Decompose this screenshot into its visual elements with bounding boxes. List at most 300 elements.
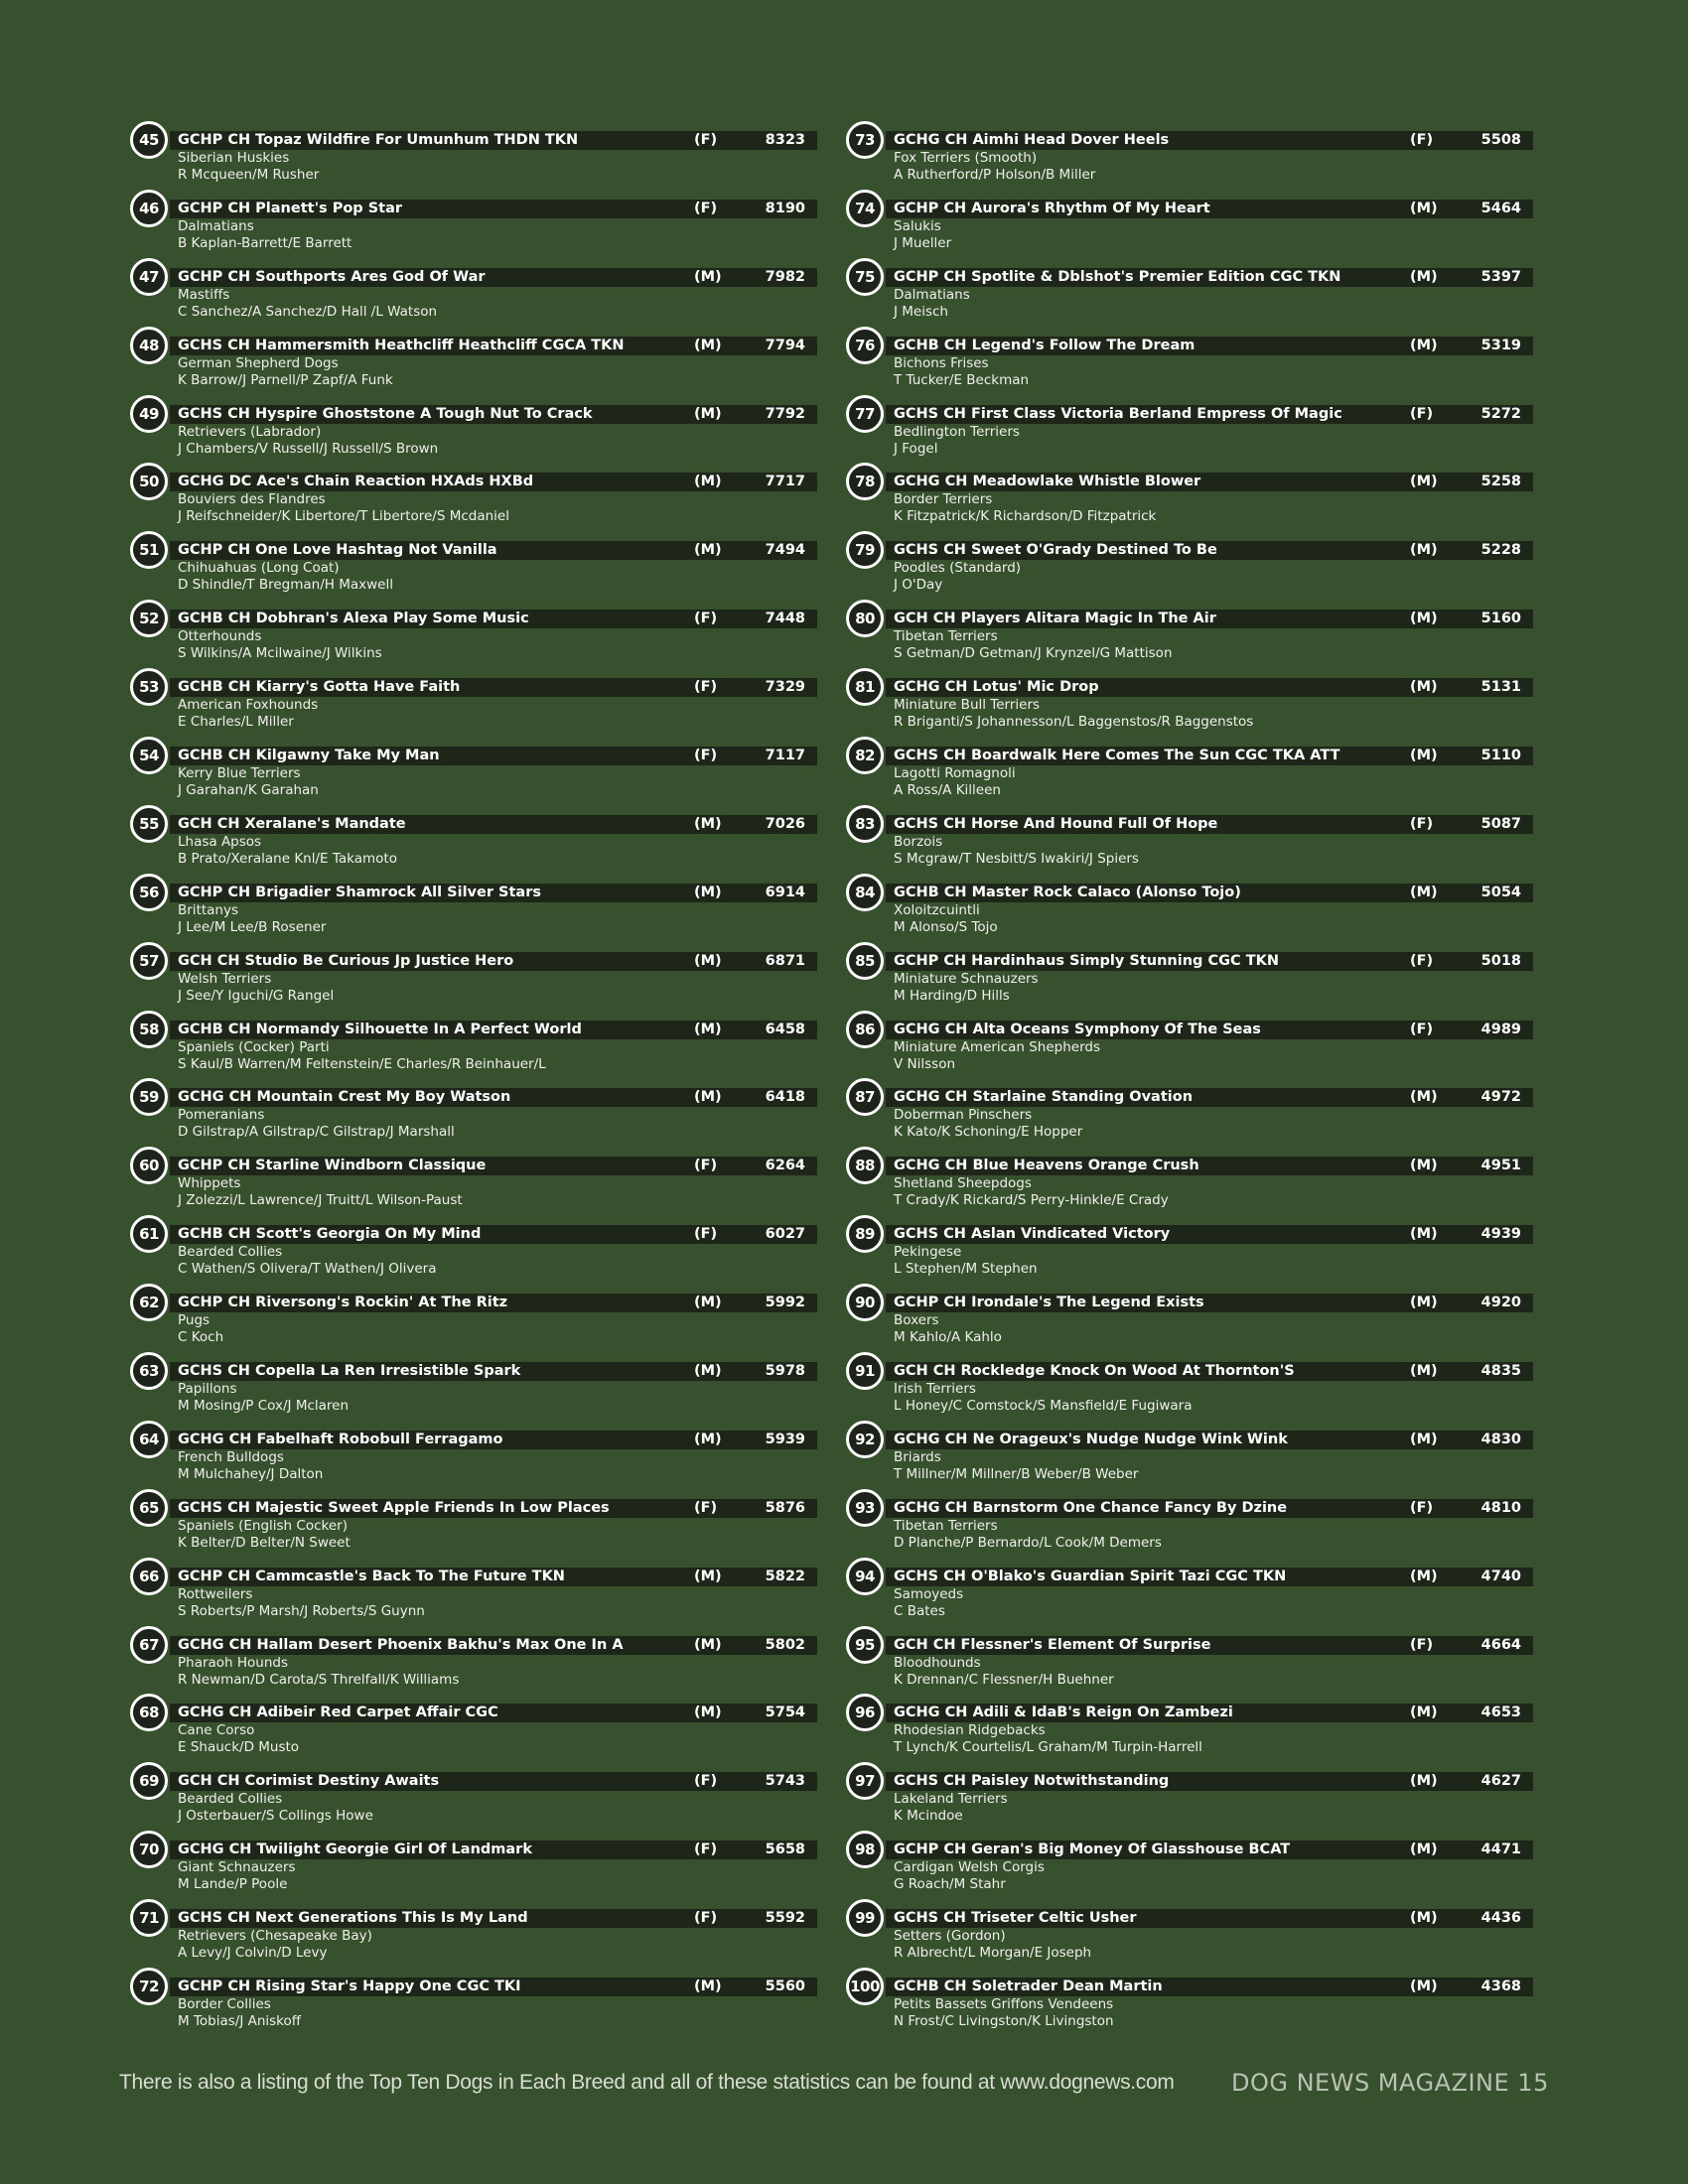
dog-sex: (M): [694, 1431, 722, 1447]
dog-owners: J Lee/M Lee/B Rosener: [178, 918, 327, 935]
dog-breed: American Foxhounds: [178, 697, 319, 714]
rank-badge: 55: [130, 805, 168, 843]
rank-badge: 86: [846, 1011, 884, 1048]
dog-name: GCHB CH Soletrader Dean Martin: [894, 1979, 1163, 1995]
dog-breed: Retrievers (Labrador): [178, 423, 322, 440]
dog-points: 5592: [765, 1910, 805, 1927]
dog-name: GCHS CH First Class Victoria Berland Empress Of Magic: [894, 405, 1342, 422]
rank-badge: 77: [846, 395, 884, 433]
dog-sex: (F): [694, 132, 718, 148]
dog-name: GCH CH Players Alitara Magic In The Air: [894, 611, 1216, 627]
dog-owners: R Albrecht/L Morgan/E Joseph: [894, 1945, 1092, 1962]
dog-points: 7329: [765, 679, 805, 696]
dog-owners: J Mueller: [894, 234, 952, 251]
dog-points: 4368: [1480, 1979, 1521, 1995]
dog-name: GCHP CH Hardinhaus Simply Stunning CGC TKN: [894, 952, 1279, 969]
dog-breed: Doberman Pinschers: [894, 1107, 1033, 1124]
dog-owners: K Fitzpatrick/K Richardson/D Fitzpatrick: [894, 508, 1157, 525]
dog-points: 5743: [765, 1773, 805, 1790]
dog-name: GCHS CH Triseter Celtic Usher: [894, 1910, 1137, 1927]
dog-points: 7026: [765, 815, 805, 832]
dog-owners: S Roberts/P Marsh/J Roberts/S Guynn: [178, 1602, 425, 1619]
dog-points: 5822: [765, 1568, 805, 1584]
dog-breed: Brittanys: [178, 901, 239, 918]
dog-name: GCHB CH Legend's Follow The Dream: [894, 337, 1196, 353]
dog-breed: Briards: [894, 1448, 941, 1465]
dog-owners: C Koch: [178, 1329, 224, 1346]
dog-sex: (F): [1410, 815, 1434, 832]
dog-points: 4989: [1480, 1021, 1521, 1037]
rank-badge: 96: [846, 1694, 884, 1731]
dog-owners: T Tucker/E Beckman: [894, 371, 1030, 388]
dog-name: GCHP CH Irondale's The Legend Exists: [894, 1295, 1204, 1311]
dog-name: GCHP CH Cammcastle's Back To The Future TKN: [178, 1568, 565, 1584]
dog-owners: A Rutherford/P Holson/B Miller: [894, 167, 1096, 183]
dog-points: 5754: [765, 1705, 805, 1721]
dog-sex: (M): [694, 337, 722, 353]
dog-breed: Tibetan Terriers: [894, 628, 998, 645]
dog-points: 7717: [765, 474, 805, 490]
dog-breed: Otterhounds: [178, 628, 262, 645]
rank-badge: 76: [846, 327, 884, 364]
rank-badge: 78: [846, 463, 884, 500]
dog-owners: K Drennan/C Flessner/H Buehner: [894, 1671, 1114, 1688]
rank-badge: 61: [130, 1215, 168, 1253]
rank-badge: 94: [846, 1558, 884, 1595]
dog-breed: Spaniels (English Cocker): [178, 1517, 348, 1534]
dog-name: GCHS CH Majestic Sweet Apple Friends In Low Places: [178, 1499, 610, 1516]
dog-points: 5110: [1480, 748, 1521, 764]
dog-sex: (M): [694, 542, 722, 559]
dog-owners: L Stephen/M Stephen: [894, 1261, 1038, 1278]
dog-breed: Tibetan Terriers: [894, 1517, 998, 1534]
dog-name: GCHP CH Riversong's Rockin' At The Ritz: [178, 1295, 508, 1311]
dog-breed: Border Terriers: [894, 491, 993, 508]
dog-sex: (F): [1410, 405, 1434, 422]
rank-badge: 93: [846, 1489, 884, 1527]
dog-name: GCHG CH Mountain Crest My Boy Watson: [178, 1089, 511, 1106]
dog-points: 5258: [1480, 474, 1521, 490]
dog-breed: Cane Corso: [178, 1722, 255, 1739]
dog-sex: (M): [694, 268, 722, 285]
dog-breed: Poodles (Standard): [894, 560, 1022, 577]
dog-name: GCHG CH Alta Oceans Symphony Of The Seas: [894, 1021, 1261, 1037]
dog-sex: (F): [694, 1773, 718, 1790]
rank-badge: 72: [130, 1968, 168, 2005]
dog-sex: (F): [1410, 132, 1434, 148]
dog-owners: J Chambers/V Russell/J Russell/S Brown: [178, 440, 439, 457]
dog-name: GCHS CH Aslan Vindicated Victory: [894, 1226, 1171, 1243]
rank-badge: 95: [846, 1626, 884, 1664]
dog-name: GCHB CH Kiarry's Gotta Have Faith: [178, 679, 461, 696]
dog-name: GCHP CH Aurora's Rhythm Of My Heart: [894, 200, 1210, 216]
dog-breed: Chihuahuas (Long Coat): [178, 560, 340, 577]
dog-owners: M Kahlo/A Kahlo: [894, 1329, 1002, 1346]
rank-badge: 73: [846, 121, 884, 159]
rank-badge: 99: [846, 1899, 884, 1937]
dog-owners: S Kaul/B Warren/M Feltenstein/E Charles/R Beinhauer/L: [178, 1055, 546, 1072]
dog-breed: Rhodesian Ridgebacks: [894, 1722, 1046, 1739]
dog-breed: Spaniels (Cocker) Parti: [178, 1038, 330, 1055]
dog-sex: (M): [694, 474, 722, 490]
rank-badge: 92: [846, 1421, 884, 1458]
dog-sex: (M): [1410, 748, 1438, 764]
dog-points: 5087: [1480, 815, 1521, 832]
rank-badge: 79: [846, 531, 884, 569]
dog-sex: (M): [1410, 884, 1438, 900]
dog-breed: Borzois: [894, 833, 943, 850]
dog-breed: Bedlington Terriers: [894, 423, 1020, 440]
dog-points: 7494: [765, 542, 805, 559]
dog-breed: Samoyeds: [894, 1585, 964, 1602]
dog-name: GCH CH Flessner's Element Of Surprise: [894, 1636, 1211, 1653]
dog-points: 6027: [765, 1226, 805, 1243]
dog-name: GCHP CH Planett's Pop Star: [178, 200, 403, 216]
dog-points: 7117: [765, 748, 805, 764]
dog-points: 5560: [765, 1979, 805, 1995]
dog-breed: Bearded Collies: [178, 1791, 283, 1808]
rank-badge: 75: [846, 258, 884, 296]
dog-breed: Shetland Sheepdogs: [894, 1175, 1032, 1192]
dog-name: GCH CH Corimist Destiny Awaits: [178, 1773, 440, 1790]
dog-points: 4939: [1480, 1226, 1521, 1243]
dog-breed: French Bulldogs: [178, 1448, 284, 1465]
dog-breed: Lagotti Romagnoli: [894, 765, 1016, 782]
dog-sex: (M): [694, 1568, 722, 1584]
dog-sex: (F): [1410, 1636, 1434, 1653]
dog-points: 5992: [765, 1295, 805, 1311]
dog-points: 7448: [765, 611, 805, 627]
dog-owners: C Bates: [894, 1602, 945, 1619]
dog-name: GCHP CH Starline Windborn Classique: [178, 1158, 487, 1174]
rank-badge: 48: [130, 327, 168, 364]
dog-breed: German Shepherd Dogs: [178, 354, 339, 371]
rank-badge: 59: [130, 1078, 168, 1116]
dog-breed: Welsh Terriers: [178, 970, 272, 987]
rank-badge: 52: [130, 600, 168, 637]
rank-badge: 97: [846, 1762, 884, 1800]
dog-breed: Lakeland Terriers: [894, 1791, 1008, 1808]
dog-breed: Dalmatians: [894, 286, 970, 303]
dog-owners: E Shauck/D Musto: [178, 1739, 300, 1756]
rank-badge: 87: [846, 1078, 884, 1116]
dog-name: GCHG CH Meadowlake Whistle Blower: [894, 474, 1201, 490]
footer-note: There is also a listing of the Top Ten Dogs in Each Breed and all of these statistics can be found at www.dognews.com: [119, 2071, 1175, 2094]
dog-name: GCHB CH Dobhran's Alexa Play Some Music: [178, 611, 529, 627]
dog-name: GCHP CH Southports Ares God Of War: [178, 268, 486, 285]
dog-sex: (M): [1410, 268, 1438, 285]
dog-sex: (M): [1410, 1842, 1438, 1858]
dog-breed: Lhasa Apsos: [178, 833, 262, 850]
dog-name: GCHG CH Lotus' Mic Drop: [894, 679, 1099, 696]
dog-breed: Fox Terriers (Smooth): [894, 150, 1038, 166]
dog-points: 6418: [765, 1089, 805, 1106]
dog-name: GCHS CH Horse And Hound Full Of Hope: [894, 815, 1218, 832]
dog-points: 5397: [1480, 268, 1521, 285]
dog-breed: Bichons Frises: [894, 354, 989, 371]
dog-sex: (M): [694, 1636, 722, 1653]
dog-breed: Mastiffs: [178, 286, 230, 303]
dog-breed: Pekingese: [894, 1244, 962, 1261]
dog-sex: (M): [1410, 1979, 1438, 1995]
dog-points: 4972: [1480, 1089, 1521, 1106]
dog-sex: (M): [694, 952, 722, 969]
dog-owners: T Lynch/K Courtelis/L Graham/M Turpin-Harrell: [894, 1739, 1202, 1756]
dog-owners: K Mcindoe: [894, 1808, 963, 1825]
rank-badge: 47: [130, 258, 168, 296]
dog-name: GCHS CH O'Blako's Guardian Spirit Tazi CGC TKN: [894, 1568, 1287, 1584]
dog-points: 5018: [1480, 952, 1521, 969]
dog-points: 4830: [1480, 1431, 1521, 1447]
dog-sex: (F): [694, 1499, 718, 1516]
dog-name: GCHS CH Hyspire Ghoststone A Tough Nut To Crack: [178, 405, 593, 422]
dog-name: GCHG CH Barnstorm One Chance Fancy By Dzine: [894, 1499, 1288, 1516]
dog-name: GCHP CH Brigadier Shamrock All Silver Stars: [178, 884, 541, 900]
dog-points: 5876: [765, 1499, 805, 1516]
dog-points: 5272: [1480, 405, 1521, 422]
dog-name: GCHS CH Next Generations This Is My Land: [178, 1910, 528, 1927]
dog-breed: Border Collies: [178, 1996, 271, 2013]
dog-breed: Whippets: [178, 1175, 241, 1192]
rank-badge: 56: [130, 874, 168, 911]
dog-sex: (F): [1410, 1499, 1434, 1516]
dog-name: GCHG CH Blue Heavens Orange Crush: [894, 1158, 1199, 1174]
dog-name: GCHG CH Twilight Georgie Girl Of Landmark: [178, 1842, 532, 1858]
dog-sex: (M): [1410, 542, 1438, 559]
dog-breed: Miniature Schnauzers: [894, 970, 1039, 987]
dog-breed: Salukis: [894, 217, 941, 234]
dog-name: GCHB CH Scott's Georgia On My Mind: [178, 1226, 482, 1243]
dog-name: GCHP CH Topaz Wildfire For Umunhum THDN TKN: [178, 132, 579, 148]
rank-badge: 57: [130, 942, 168, 980]
rank-badge: 50: [130, 463, 168, 500]
dog-breed: Bearded Collies: [178, 1244, 283, 1261]
dog-name: GCHG DC Ace's Chain Reaction HXAds HXBd: [178, 474, 534, 490]
dog-points: 5508: [1480, 132, 1521, 148]
dog-owners: D Gilstrap/A Gilstrap/C Gilstrap/J Marshall: [178, 1124, 455, 1141]
dog-sex: (M): [1410, 474, 1438, 490]
dog-name: GCHS CH Copella La Ren Irresistible Spark: [178, 1363, 521, 1380]
rank-badge: 45: [130, 121, 168, 159]
dog-sex: (M): [1410, 1089, 1438, 1106]
dog-breed: Bloodhounds: [894, 1654, 981, 1671]
dog-breed: Dalmatians: [178, 217, 254, 234]
rank-badge: 66: [130, 1558, 168, 1595]
rank-badge: 85: [846, 942, 884, 980]
dog-sex: (F): [694, 1910, 718, 1927]
dog-sex: (M): [1410, 1910, 1438, 1927]
dog-owners: K Barrow/J Parnell/P Zapf/A Funk: [178, 371, 393, 388]
dog-sex: (M): [694, 1021, 722, 1037]
rank-badge: 100: [846, 1968, 884, 2005]
dog-breed: Miniature American Shepherds: [894, 1038, 1100, 1055]
dog-sex: (M): [694, 1363, 722, 1380]
dog-owners: L Honey/C Comstock/S Mansfield/E Fugiwara: [894, 1398, 1193, 1415]
dog-owners: V Nilsson: [894, 1055, 956, 1072]
dog-points: 5054: [1480, 884, 1521, 900]
dog-sex: (F): [694, 611, 718, 627]
dog-breed: Retrievers (Chesapeake Bay): [178, 1928, 372, 1945]
dog-points: 4471: [1480, 1842, 1521, 1858]
dog-sex: (M): [694, 1979, 722, 1995]
dog-owners: J Osterbauer/S Collings Howe: [178, 1808, 373, 1825]
rank-badge: 58: [130, 1011, 168, 1048]
dog-points: 4810: [1480, 1499, 1521, 1516]
dog-owners: M Harding/D Hills: [894, 987, 1010, 1004]
dog-breed: Boxers: [894, 1312, 939, 1329]
dog-sex: (M): [1410, 611, 1438, 627]
dog-name: GCHS CH Sweet O'Grady Destined To Be: [894, 542, 1217, 559]
dog-sex: (F): [694, 679, 718, 696]
rank-badge: 74: [846, 190, 884, 227]
dog-owners: R Briganti/S Johannesson/L Baggenstos/R Baggenstos: [894, 714, 1254, 731]
dog-owners: S Wilkins/A Mcilwaine/J Wilkins: [178, 645, 382, 662]
dog-owners: R Mcqueen/M Rusher: [178, 167, 320, 183]
dog-owners: D Planche/P Bernardo/L Cook/M Demers: [894, 1534, 1162, 1551]
dog-points: 7792: [765, 405, 805, 422]
dog-name: GCHG CH Aimhi Head Dover Heels: [894, 132, 1170, 148]
dog-breed: Petits Bassets Griffons Vendeens: [894, 1996, 1114, 2013]
dog-points: 4653: [1480, 1705, 1521, 1721]
dog-owners: G Roach/M Stahr: [894, 1876, 1006, 1893]
magazine-page-label: DOG NEWS MAGAZINE 15: [1231, 2069, 1549, 2097]
dog-name: GCHG CH Adili & IdaB's Reign On Zambezi: [894, 1705, 1233, 1721]
rank-badge: 51: [130, 531, 168, 569]
dog-breed: Xoloitzcuintli: [894, 901, 980, 918]
rank-badge: 67: [130, 1626, 168, 1664]
dog-sex: (M): [1410, 1158, 1438, 1174]
dog-name: GCH CH Studio Be Curious Jp Justice Hero: [178, 952, 514, 969]
dog-points: 6458: [765, 1021, 805, 1037]
dog-breed: Rottweilers: [178, 1585, 253, 1602]
dog-sex: (M): [1410, 1363, 1438, 1380]
dog-breed: Siberian Huskies: [178, 150, 290, 166]
dog-sex: (F): [1410, 1021, 1434, 1037]
dog-owners: M Mosing/P Cox/J Mclaren: [178, 1398, 350, 1415]
dog-owners: K Belter/D Belter/N Sweet: [178, 1534, 351, 1551]
rank-badge: 71: [130, 1899, 168, 1937]
dog-name: GCHG CH Fabelhaft Robobull Ferragamo: [178, 1431, 503, 1447]
dog-breed: Pharaoh Hounds: [178, 1654, 289, 1671]
dog-name: GCHB CH Normandy Silhouette In A Perfect World: [178, 1021, 582, 1037]
dog-points: 5939: [765, 1431, 805, 1447]
dog-name: GCHG CH Adibeir Red Carpet Affair CGC: [178, 1705, 498, 1721]
dog-owners: J Meisch: [894, 303, 948, 320]
dog-sex: (M): [694, 815, 722, 832]
dog-sex: (F): [694, 1158, 718, 1174]
dog-sex: (M): [694, 405, 722, 422]
dog-owners: B Kaplan-Barrett/E Barrett: [178, 234, 352, 251]
dog-points: 6264: [765, 1158, 805, 1174]
dog-points: 5978: [765, 1363, 805, 1380]
dog-points: 4627: [1480, 1773, 1521, 1790]
dog-name: GCHS CH Boardwalk Here Comes The Sun CGC TKA ATT: [894, 748, 1340, 764]
dog-name: GCHP CH Rising Star's Happy One CGC TKI: [178, 1979, 521, 1995]
dog-owners: A Ross/A Killeen: [894, 782, 1001, 799]
dog-sex: (M): [694, 1089, 722, 1106]
dog-points: 5802: [765, 1636, 805, 1653]
dog-owners: C Wathen/S Olivera/T Wathen/J Olivera: [178, 1261, 437, 1278]
dog-sex: (M): [694, 884, 722, 900]
rank-badge: 84: [846, 874, 884, 911]
dog-sex: (F): [694, 1842, 718, 1858]
dog-breed: Kerry Blue Terriers: [178, 765, 301, 782]
dog-owners: J See/Y Iguchi/G Rangel: [178, 987, 335, 1004]
rank-badge: 60: [130, 1147, 168, 1184]
rank-badge: 49: [130, 395, 168, 433]
dog-owners: M Alonso/S Tojo: [894, 918, 998, 935]
dog-owners: R Newman/D Carota/S Threlfall/K Williams: [178, 1671, 460, 1688]
rank-badge: 82: [846, 737, 884, 774]
dog-sex: (F): [694, 200, 718, 216]
dog-owners: J Zolezzi/L Lawrence/J Truitt/L Wilson-Paust: [178, 1192, 463, 1209]
dog-owners: E Charles/L Miller: [178, 714, 294, 731]
dog-name: GCHG CH Hallam Desert Phoenix Bakhu's Max One In A: [178, 1636, 624, 1653]
dog-points: 5464: [1480, 200, 1521, 216]
dog-owners: C Sanchez/A Sanchez/D Hall /L Watson: [178, 303, 438, 320]
dog-owners: K Kato/K Schoning/E Hopper: [894, 1124, 1083, 1141]
dog-sex: (F): [694, 748, 718, 764]
rank-badge: 53: [130, 668, 168, 706]
dog-sex: (M): [1410, 1568, 1438, 1584]
rank-badge: 54: [130, 737, 168, 774]
rank-badge: 68: [130, 1694, 168, 1731]
dog-points: 5228: [1480, 542, 1521, 559]
dog-name: GCHS CH Paisley Notwithstanding: [894, 1773, 1170, 1790]
dog-breed: Setters (Gordon): [894, 1928, 1006, 1945]
dog-owners: M Lande/P Poole: [178, 1876, 288, 1893]
rank-badge: 63: [130, 1352, 168, 1390]
dog-points: 5131: [1480, 679, 1521, 696]
dog-name: GCHB CH Master Rock Calaco (Alonso Tojo): [894, 884, 1241, 900]
dog-points: 8190: [765, 200, 805, 216]
rank-badge: 80: [846, 600, 884, 637]
dog-owners: D Shindle/T Bregman/H Maxwell: [178, 577, 393, 594]
dog-owners: N Frost/C Livingston/K Livingston: [894, 2013, 1114, 2030]
dog-breed: Bouviers des Flandres: [178, 491, 326, 508]
dog-points: 4920: [1480, 1295, 1521, 1311]
dog-sex: (M): [1410, 337, 1438, 353]
dog-points: 6914: [765, 884, 805, 900]
dog-name: GCH CH Rockledge Knock On Wood At Thornton'S: [894, 1363, 1295, 1380]
dog-name: GCH CH Xeralane's Mandate: [178, 815, 406, 832]
dog-points: 5160: [1480, 611, 1521, 627]
dog-points: 6871: [765, 952, 805, 969]
dog-points: 4436: [1480, 1910, 1521, 1927]
dog-points: 4835: [1480, 1363, 1521, 1380]
dog-name: GCHS CH Hammersmith Heathcliff Heathcliff CGCA TKN: [178, 337, 625, 353]
dog-points: 7982: [765, 268, 805, 285]
dog-sex: (F): [694, 1226, 718, 1243]
dog-sex: (M): [1410, 200, 1438, 216]
dog-owners: J Fogel: [894, 440, 938, 457]
dog-breed: Cardigan Welsh Corgis: [894, 1859, 1045, 1876]
dog-sex: (F): [1410, 952, 1434, 969]
rank-badge: 69: [130, 1762, 168, 1800]
dog-breed: Pugs: [178, 1312, 211, 1329]
dog-owners: B Prato/Xeralane Knl/E Takamoto: [178, 850, 397, 867]
dog-points: 5658: [765, 1842, 805, 1858]
dog-sex: (M): [694, 1705, 722, 1721]
dog-points: 5319: [1480, 337, 1521, 353]
dog-points: 4951: [1480, 1158, 1521, 1174]
dog-owners: J O'Day: [894, 577, 943, 594]
dog-points: 8323: [765, 132, 805, 148]
dog-breed: Miniature Bull Terriers: [894, 697, 1041, 714]
dog-sex: (M): [694, 1295, 722, 1311]
dog-breed: Papillons: [178, 1381, 237, 1398]
rank-badge: 83: [846, 805, 884, 843]
